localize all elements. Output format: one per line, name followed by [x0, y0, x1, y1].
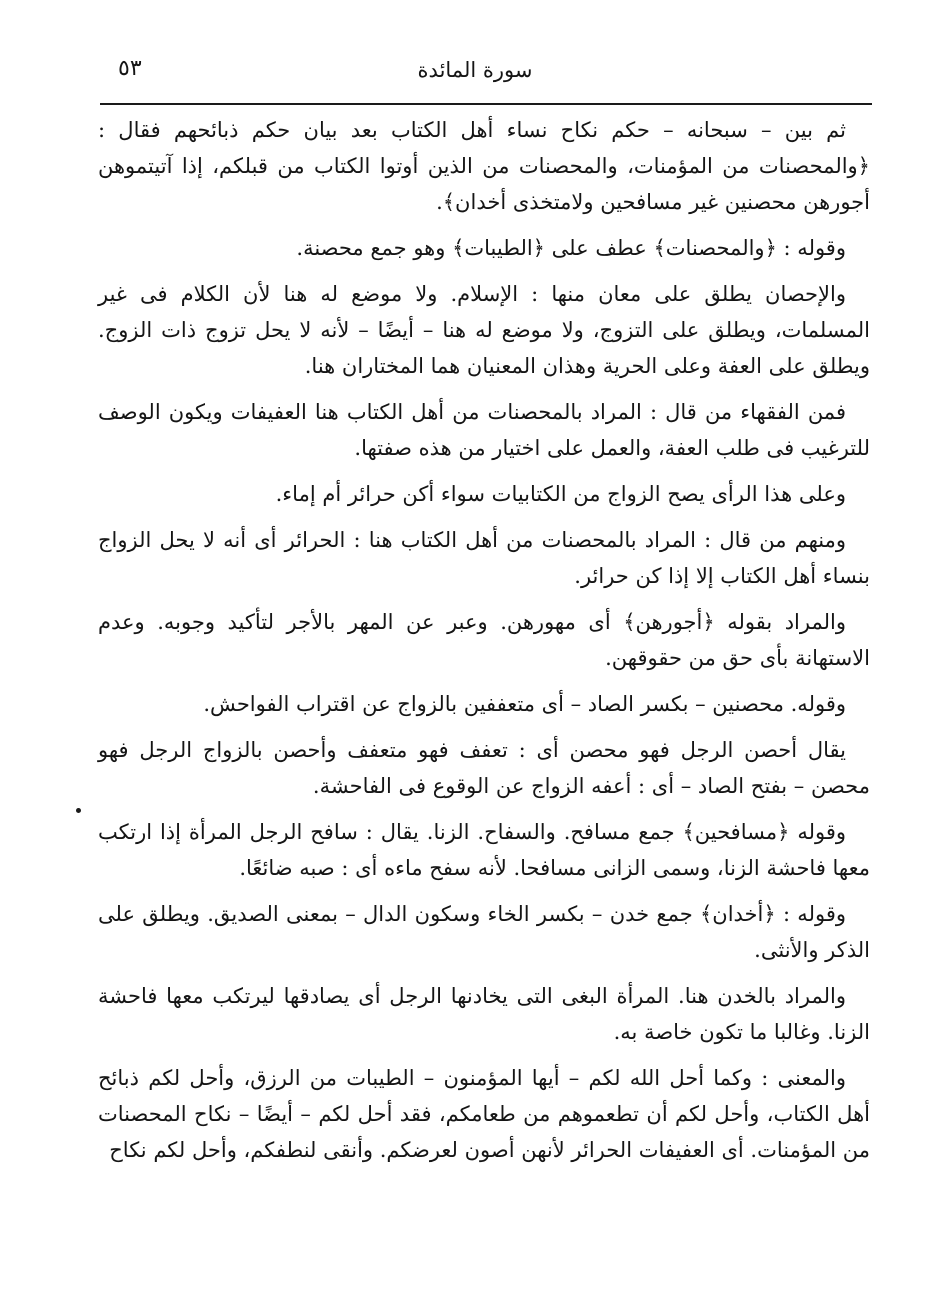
paragraph: وقوله : ﴿أخدان﴾ جمع خدن – بكسر الخاء وسكون الدال – بمعنى الصديق. ويطلق على الذكر والأنثى. — [98, 902, 870, 962]
paragraph: وعلى هذا الرأى يصح الزواج من الكتابيات سواء أكن حرائر أم إماء. — [275, 482, 846, 506]
body-text — [98, 112, 870, 1178]
paragraph: والمراد بقوله ﴿أجورهن﴾ أى مهورهن. وعبر عن المهر بالأجر لتأكيد وجوبه. وعدم الاستهانة بأى حق من حقوقهن. — [98, 610, 870, 670]
paragraph: وقوله : ﴿والمحصنات﴾ عطف على ﴿الطيبات﴾ وهو جمع محصنة. — [296, 236, 846, 260]
running-title: سورة المائدة — [417, 58, 533, 82]
paragraph: ومنهم من قال : المراد بالمحصنات من أهل الكتاب هنا : الحرائر أى أنه لا يحل الزواج بنساء أهل الكتاب إلا إذا كن حرائر. — [98, 528, 870, 588]
paragraph: ثم بين – سبحانه – حكم نكاح نساء أهل الكتاب بعد بيان حكم ذبائحهم فقال : ﴿والمحصنات من المؤمنات، والمحصنات من الذين أوتوا الكتاب من قبلكم، إذا آتيتموهن أجورهن محصنين غير مسافحين ولامتخذى أخدان﴾. — [98, 118, 870, 214]
paragraph: والمعنى : وكما أحل الله لكم – أيها المؤمنون – الطيبات من الرزق، وأحل لكم ذبائح أهل الكتاب، وأحل لكم أن تطعموهم من طعامكم، فقد أحل لكم – أيضًا – نكاح المحصنات من المؤمنات. أى العفيفات الحرائر لأنهن أصون لعرضكم. وأنقى لنطفكم، وأحل لكم نكاح — [98, 1066, 870, 1162]
page-number: ٥٣ — [118, 56, 142, 81]
paragraph: فمن الفقهاء من قال : المراد بالمحصنات من أهل الكتاب هنا العفيفات ويكون الوصف للترغيب فى طلب العفة، والعمل على اختيار من هذه صفتها. — [98, 400, 870, 460]
margin-dot — [76, 808, 81, 813]
paragraph: وقوله ﴿مسافحين﴾ جمع مسافح. والسفاح. الزنا. يقال : سافح الرجل المرأة إذا ارتكب معها فاحشة الزنا، وسمى الزانى مسافحا. لأنه سفح ماءه أى : صبه ضائعًا. — [98, 820, 870, 880]
paragraph: وقوله. محصنين – بكسر الصاد – أى متعففين بالزواج عن اقتراب الفواحش. — [203, 692, 846, 716]
paragraph: والإحصان يطلق على معان منها : الإسلام. ولا موضع له هنا لأن الكلام فى غير المسلمات، ويطلق على التزوج، ولا موضع له هنا – أيضًا – لأنه لا يحل تزوج ذات الزوج. ويطلق على العفة وعلى الحرية وهذان المعنيان هما المختاران هنا. — [98, 282, 870, 378]
paragraph: يقال أحصن الرجل فهو محصن أى : تعفف فهو متعفف وأحصن بالزواج الرجل فهو محصن – بفتح الصاد – أى : أعفه الزواج عن الوقوع فى الفاحشة. — [98, 738, 870, 798]
header-rule — [100, 103, 872, 105]
paragraph: والمراد بالخدن هنا. المرأة البغى التى يخادنها الرجل أى يصادقها ليرتكب معها فاحشة الزنا. وغالبا ما تكون خاصة به. — [98, 984, 870, 1044]
